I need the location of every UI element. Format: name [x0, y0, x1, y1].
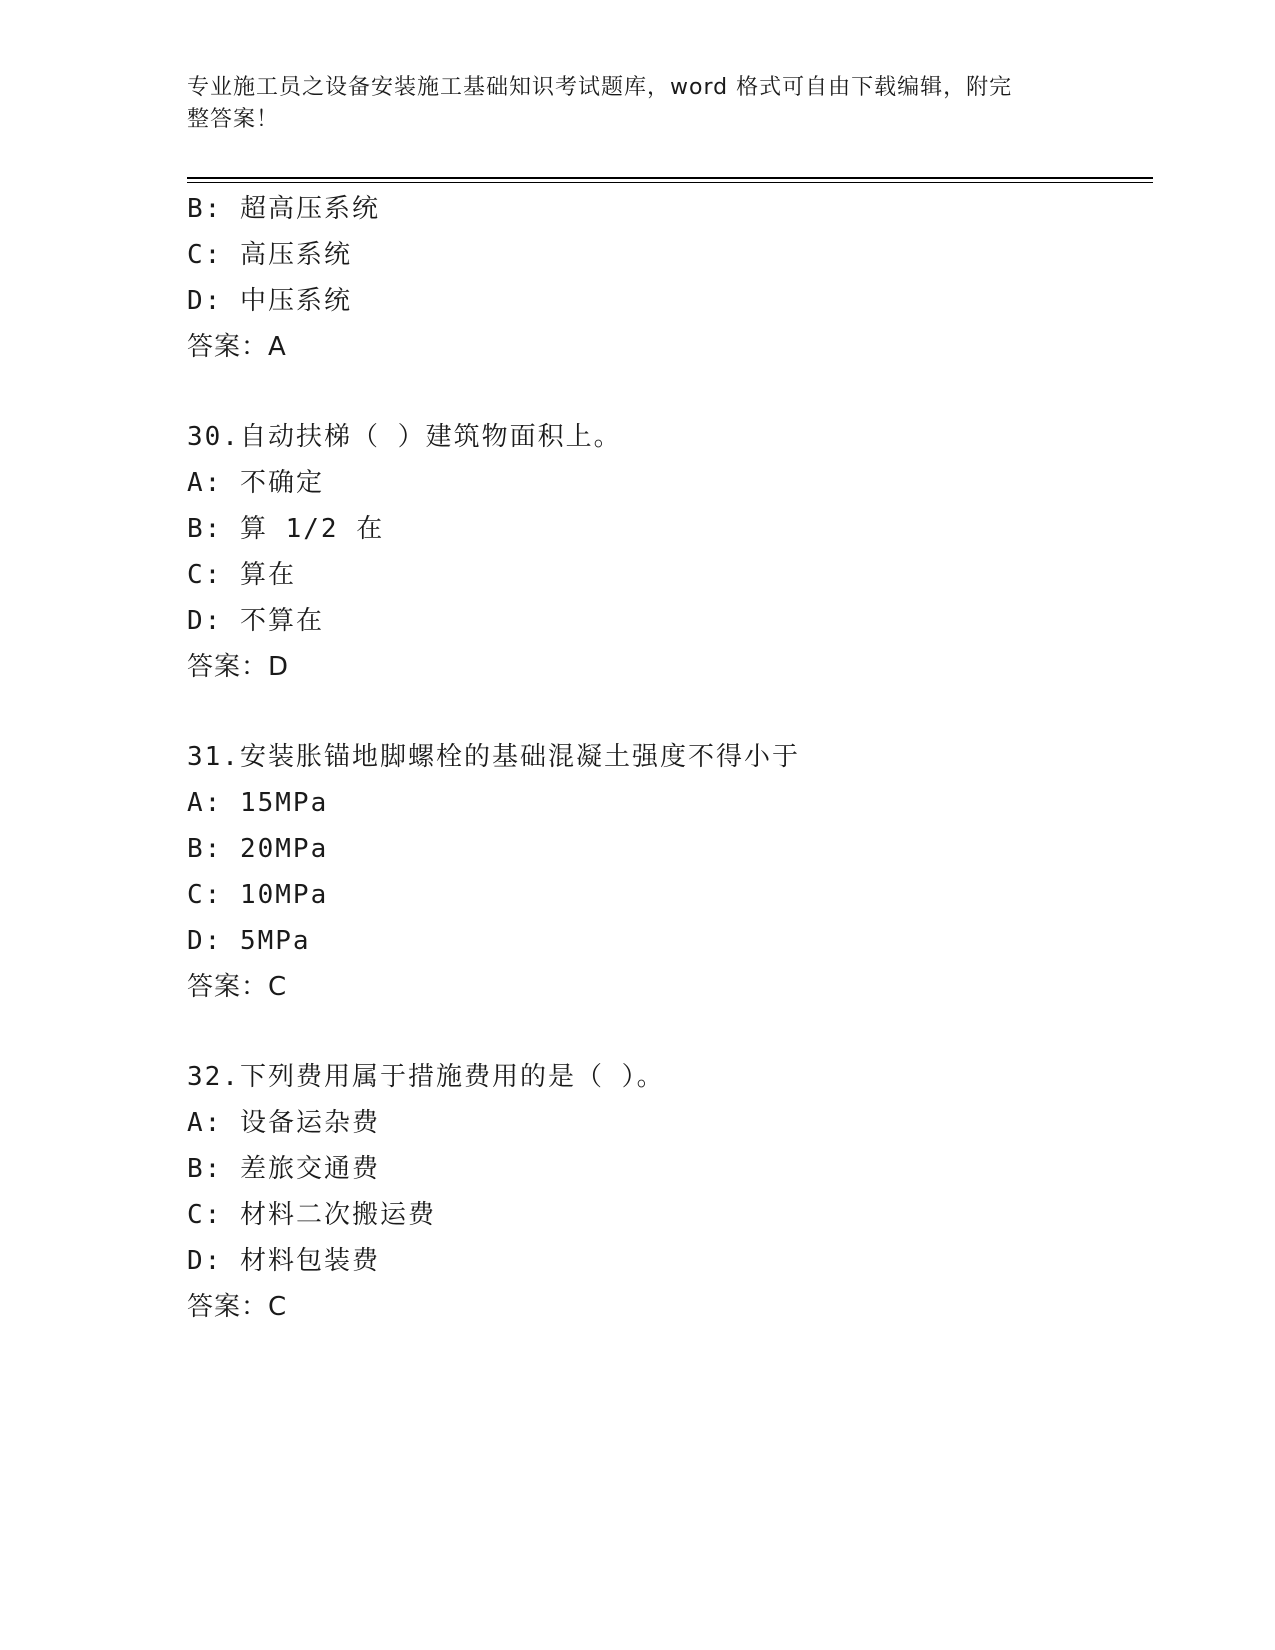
question-stem: 30.自动扶梯（ ）建筑物面积上。: [187, 422, 622, 452]
option-c: C: 算在: [187, 560, 296, 590]
answer-line: 答案：C: [187, 1292, 288, 1322]
option-d: D: 5MPa: [187, 926, 311, 956]
answer-line: 答案：C: [187, 972, 288, 1002]
spacer: [187, 690, 1137, 734]
document-header: [187, 72, 1067, 136]
header-divider-thin: [187, 182, 1153, 183]
answer-line: 答案：D: [187, 652, 290, 682]
question-31: [187, 734, 1137, 1010]
answer-line: 答案：A: [187, 332, 287, 362]
question-stem: 31.安装胀锚地脚螺栓的基础混凝土强度不得小于: [187, 742, 800, 772]
question-stem: 32.下列费用属于措施费用的是（ ）。: [187, 1062, 665, 1092]
option-b: B: 差旅交通费: [187, 1154, 380, 1184]
question-29-continued: [187, 186, 1137, 370]
option-b: B: 20MPa: [187, 834, 329, 864]
option-b: B: 超高压系统: [187, 194, 380, 224]
option-c: C: 10MPa: [187, 880, 329, 910]
option-d: D: 中压系统: [187, 286, 352, 316]
option-d: D: 不算在: [187, 606, 324, 636]
option-d: D: 材料包装费: [187, 1246, 380, 1276]
question-32: [187, 1054, 1137, 1330]
option-a: A: 设备运杂费: [187, 1108, 380, 1138]
header-line-2: 整答案！: [187, 107, 280, 132]
option-c: C: 材料二次搬运费: [187, 1200, 436, 1230]
spacer: [187, 1010, 1137, 1054]
option-b: B: 算 1/2 在: [187, 514, 385, 544]
header-divider-thick: [187, 177, 1153, 179]
option-a: A: 15MPa: [187, 788, 329, 818]
question-list: [187, 186, 1137, 1330]
option-c: C: 高压系统: [187, 240, 352, 270]
question-30: [187, 414, 1137, 690]
option-a: A: 不确定: [187, 468, 324, 498]
spacer: [187, 370, 1137, 414]
header-line-1: 专业施工员之设备安装施工基础知识考试题库，word 格式可自由下载编辑，附完: [187, 75, 1013, 100]
